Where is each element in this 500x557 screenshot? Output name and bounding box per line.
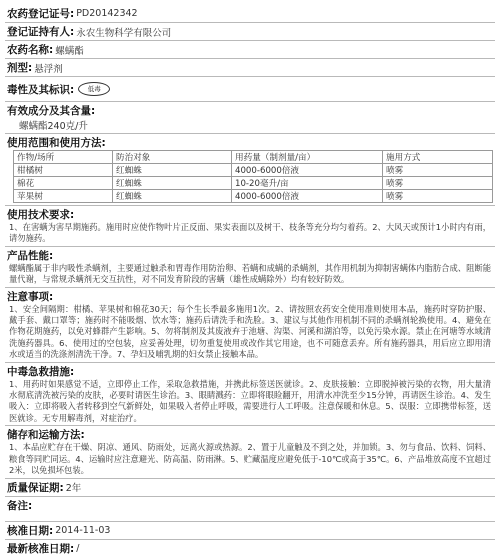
formulation-row bbox=[5, 59, 495, 77]
holder-row bbox=[5, 23, 495, 41]
label-document bbox=[5, 5, 495, 557]
name-row bbox=[5, 41, 495, 59]
header-target: 防治对象 bbox=[113, 151, 232, 164]
toxicity-row bbox=[5, 77, 495, 102]
toxicity-stamp: 低毒 bbox=[78, 82, 110, 96]
shelf-label: 质量保证期: bbox=[7, 481, 64, 494]
cell-dosage: 4000-6000倍液 bbox=[232, 190, 383, 203]
usage-header-row bbox=[14, 151, 493, 164]
holder-value: 永农生物科学有限公司 bbox=[76, 27, 172, 39]
storage-section bbox=[5, 426, 495, 478]
ingredient-label: 有效成分及其含量: bbox=[7, 105, 96, 117]
revise-date-value: / bbox=[76, 542, 80, 554]
ingredient-section bbox=[5, 102, 495, 134]
usage-section bbox=[5, 134, 495, 206]
formulation-value: 悬浮剂 bbox=[34, 63, 63, 75]
cell-method: 喷雾 bbox=[383, 190, 493, 203]
cell-crop: 棉花 bbox=[14, 177, 113, 190]
storage-text: 1、本品应贮存在干燥、阴凉、通风、防雨处，远离火源或热源。2、置于儿童触及不到之处，并加锁。3、勿与食品、饮料、饲料、粮食等同贮同运。4、运输时应注意避光、防高温、防雨淋。5、贮藏温度应避免低于-10℃或高于35℃。6、产品堆放高度不宜超过2米，以免损坏包装。 bbox=[9, 442, 491, 476]
cell-dosage: 10-20毫升/亩 bbox=[232, 177, 383, 190]
cell-method: 喷雾 bbox=[383, 177, 493, 190]
tech-title: 使用技术要求: bbox=[7, 209, 75, 221]
remark-row bbox=[5, 497, 495, 522]
approve-date-label: 核准日期: bbox=[7, 524, 54, 537]
tech-text: 1、在害螨为害早期施药。施用时应使作物叶片正反面、果实表面以及树干、枝条等充分均匀着药。2、大风天或预计1小时内有雨，请勿施药。 bbox=[9, 222, 491, 244]
reg-no-value: PD20142342 bbox=[76, 8, 138, 19]
reg-no-row bbox=[5, 5, 495, 23]
table-row bbox=[14, 164, 493, 177]
tech-section bbox=[5, 206, 495, 247]
name-label: 农药名称: bbox=[7, 44, 54, 56]
approve-date-row bbox=[5, 522, 495, 540]
cell-crop: 柑橘树 bbox=[14, 164, 113, 177]
formulation-label: 剂型: bbox=[7, 62, 33, 74]
approve-date-value: 2014-11-03 bbox=[55, 524, 111, 536]
storage-title: 储存和运输方法: bbox=[7, 429, 85, 442]
cell-target: 红蜘蛛 bbox=[113, 164, 232, 177]
toxicity-label: 毒性及其标识: bbox=[7, 83, 75, 96]
holder-label: 登记证持有人: bbox=[7, 26, 75, 38]
cell-dosage: 4000-6000倍液 bbox=[232, 164, 383, 177]
firstaid-section bbox=[5, 363, 495, 427]
revise-date-row bbox=[5, 540, 495, 557]
performance-text: 螺螨酯属于非内吸性杀螨剂，主要通过触杀和胃毒作用防治卵、若螨和成螨的杀螨剂，其作用机制为抑制害螨体内脂肪合成、阻断能量代谢，与常规杀螨剂无交互抗性，对不同发育阶段的害螨（雄性成螨除外）均有较好防效。 bbox=[9, 262, 491, 285]
name-value: 螺螨酯 bbox=[55, 45, 84, 57]
performance-section bbox=[5, 247, 495, 288]
header-dosage: 用药量（制剂量/亩） bbox=[232, 151, 383, 164]
ingredient-value: 螺螨酯240克/升 bbox=[19, 121, 88, 132]
table-row bbox=[14, 190, 493, 203]
remark-label: 备注: bbox=[7, 499, 33, 512]
cell-method: 喷雾 bbox=[383, 164, 493, 177]
table-row bbox=[14, 177, 493, 190]
usage-title: 使用范围和使用方法: bbox=[7, 137, 106, 149]
reg-no-label: 农药登记证号: bbox=[7, 8, 75, 20]
cell-target: 红蜘蛛 bbox=[113, 177, 232, 190]
notes-text: 1、安全间隔期：柑橘、苹果树和棉花30天；每个生长季最多施用1次。2、请按照农药安全使用准则使用本品，施药时穿防护服、戴手套、戴口罩等；施药时不能吸烟、饮水等；施药后请洗手和洗脸。3、建议与其他作用机制不同的杀螨剂轮换使用。4、避免在作物花期施药，以免对蜂群产生影响。5、勿将制剂及其废液弃于池塘、沟渠、河溪和湖泊等，以免污染水源。禁止在河塘等水域清洗施药器具。6、使用过的空包装，应妥善处理，切勿重复使用或改作其它用途，也不可随意丢弃。所有施药器具，用后应立即用清水或适当的洗涤剂清洗干净。7、孕妇及哺乳期的妇女禁止接触本品。 bbox=[9, 303, 491, 360]
usage-table bbox=[13, 150, 493, 203]
shelf-value: 2年 bbox=[65, 483, 82, 494]
revise-date-label: 最新核准日期: bbox=[7, 542, 75, 555]
cell-target: 红蜘蛛 bbox=[113, 190, 232, 203]
header-method: 施用方式 bbox=[383, 151, 493, 164]
firstaid-text: 1、用药时如果感觉不适，立即停止工作，采取急救措施，并携此标签送医就诊。2、皮肤接触：立即脱掉被污染的衣物，用大量清水彻底清洗被污染的皮肤，必要时请医生诊治。3、眼睛溅药：立即将眼睑翻开，用清水冲洗至少15分钟，再请医生诊治。4、发生吸入：立即将吸入者转移到空气新鲜处，如果吸入者停止呼吸，需要进行人工呼吸。注意保暖和休息。5、误服：立即携带标签，送医就诊。无专用解毒剂，对症治疗。 bbox=[9, 378, 491, 423]
notes-section bbox=[5, 288, 495, 363]
shelf-row bbox=[5, 479, 495, 497]
header-crop: 作物/场所 bbox=[14, 151, 113, 164]
firstaid-title: 中毒急救措施: bbox=[7, 365, 75, 378]
cell-crop: 苹果树 bbox=[14, 190, 113, 203]
notes-title: 注意事项: bbox=[7, 290, 54, 303]
performance-title: 产品性能: bbox=[7, 249, 54, 262]
